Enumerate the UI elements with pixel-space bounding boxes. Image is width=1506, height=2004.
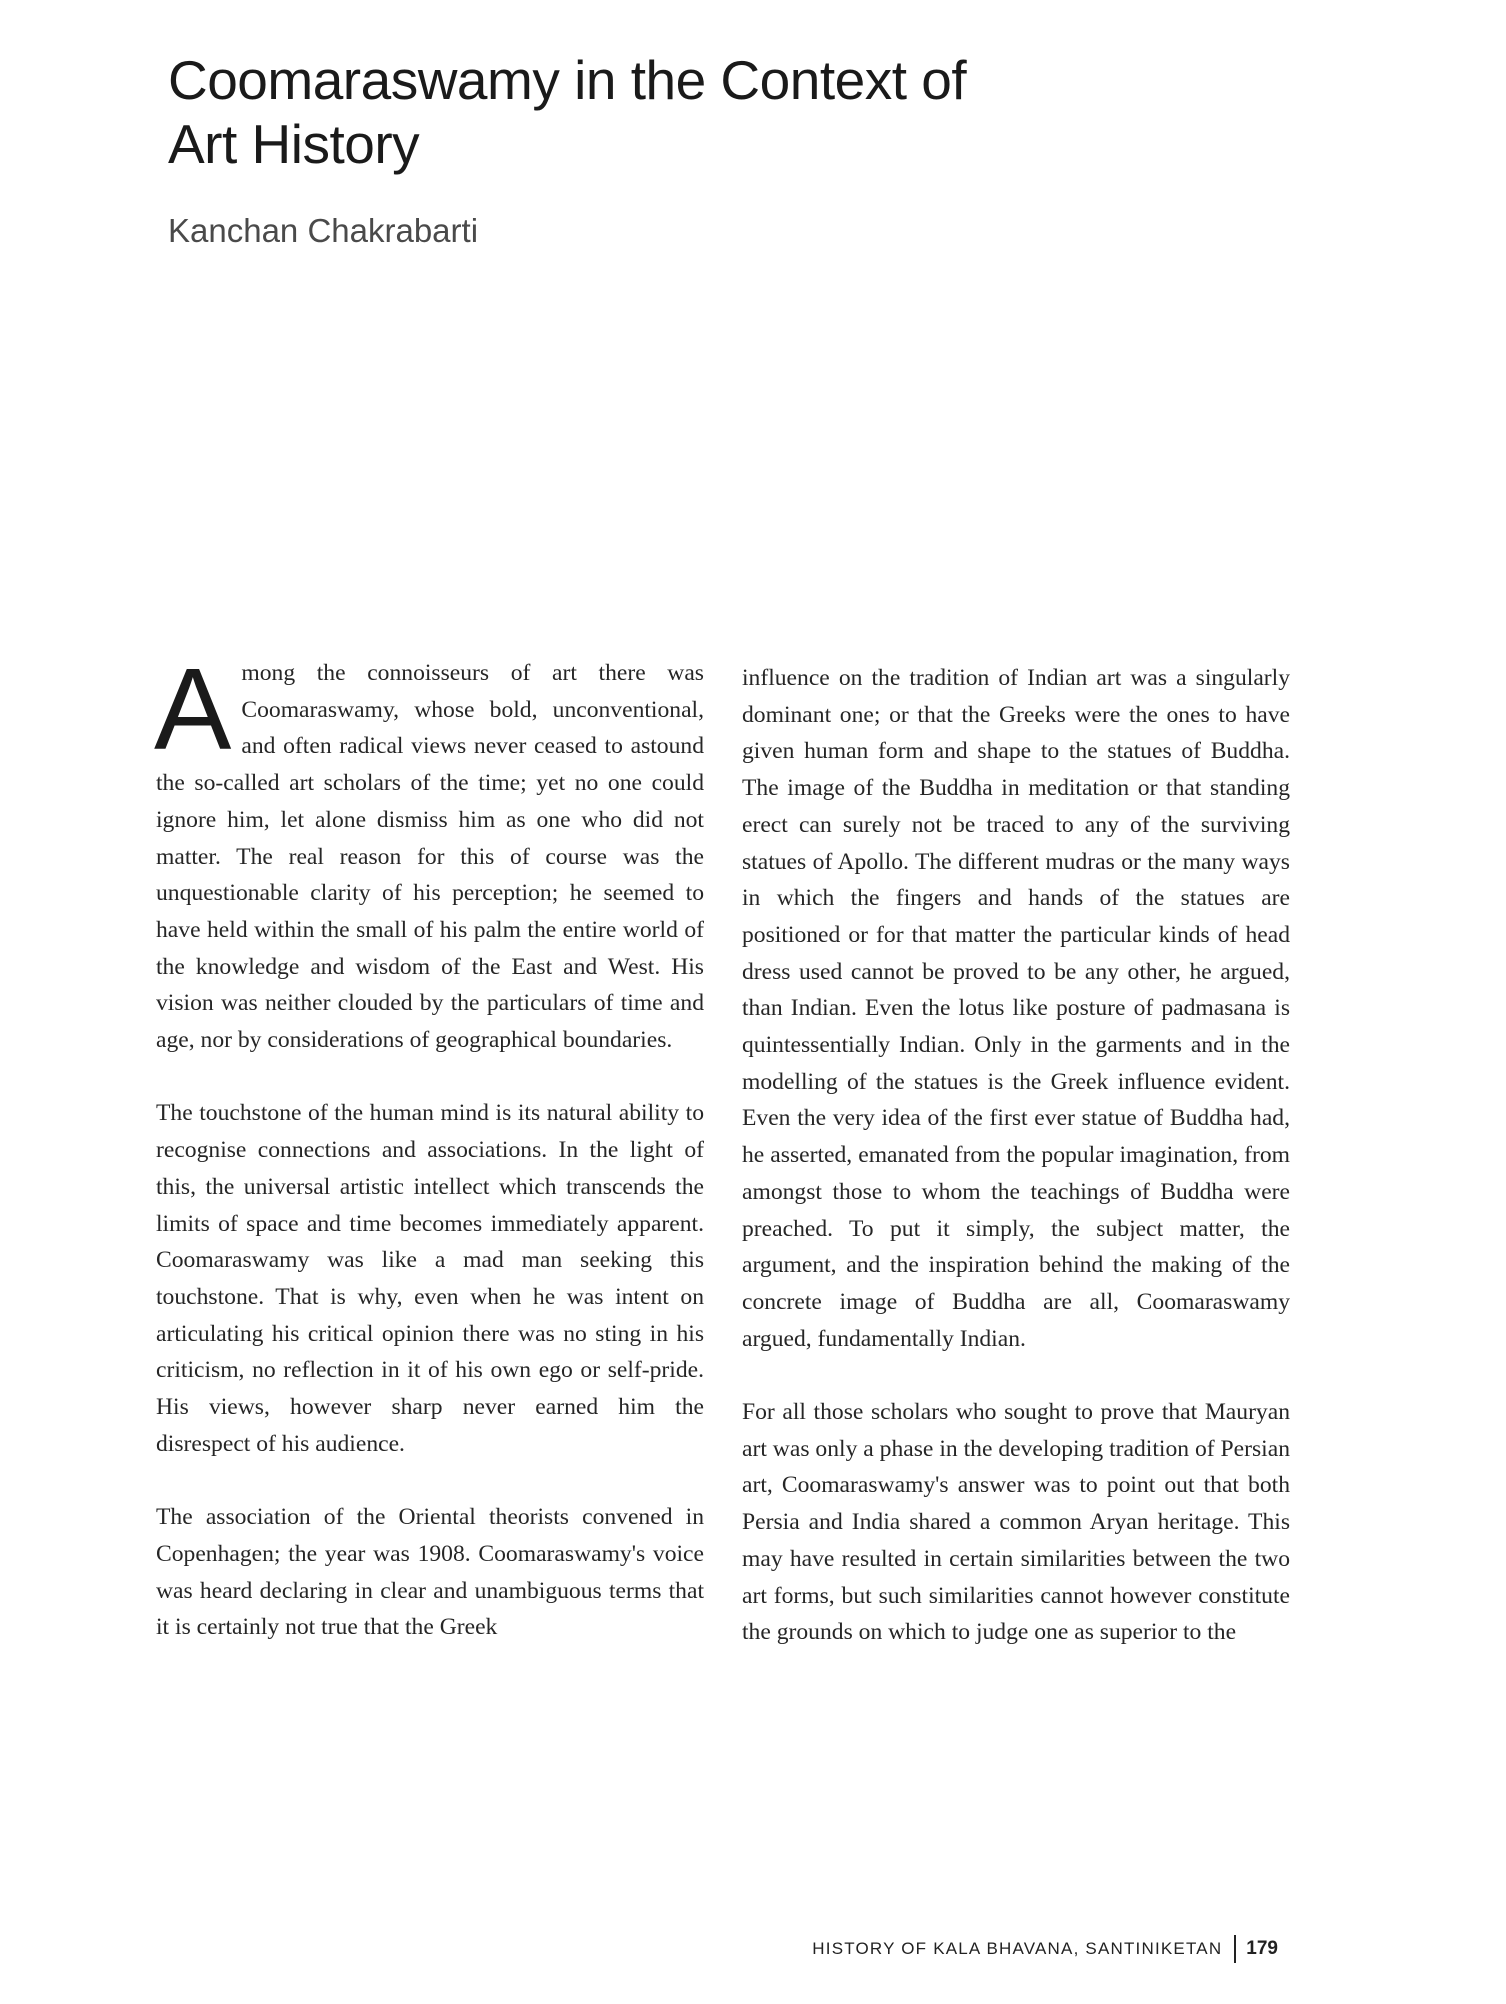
paragraph-4: influence on the tradition of Indian art was a singularly dominant one; or that the Greeks were the ones to have given human form and shape to the statues of Buddha. The image of the Buddha in meditation or that standing erect can surely not be traced to any of the surviving statues of Apollo. The different mudras or the many ways in which the fingers and hands of the statues are positioned or for that matter the particular kinds of head dress used cannot be proved to be any other, he argued, than Indian. Even the lotus like posture of padmasana is quintessentially Indian. Only in the garments and in the modelling of the statues is the Greek influence evident. Even the very idea of the first ever statue of Buddha had, he asserted, emanated from the popular imagination, from amongst those to whom the teachings of Buddha were preached. To put it simply, the subject matter, the argument, and the inspiration behind the making of the concrete image of Buddha are all, Coomaraswamy argued, fundamentally Indian. — [742, 665, 1290, 1352]
article-title-line-2: Art History — [168, 113, 420, 175]
paragraph-3: The association of the Oriental theorists convened in Copenhagen; the year was 1908. Coomaraswamy's voice was heard declaring in clear and unambiguous terms that it is certainly not true that the Greek — [156, 1504, 704, 1641]
article-title — [168, 48, 1068, 176]
paragraph-1-text: mong the connoisseurs of art there was Coomaraswamy, whose bold, unconventional, and often radical views never ceased to astound the so-called art scholars of the time; yet no one could ignore him, let alone dismiss him as one who did not matter. The real reason for this of course was the unquestionable clarity of his perception; he seemed to have held within the small of his palm the entire world of the knowledge and wisdom of the East and West. His vision was neither clouded by the particulars of time and age, nor by considerations of geographical boundaries. — [156, 660, 704, 1054]
article-title-line-1: Coomaraswamy in the Context of — [168, 49, 967, 111]
page-number: 179 — [1246, 1938, 1278, 1959]
right-column — [742, 660, 1290, 1688]
paragraph-1 — [154, 644, 704, 1059]
running-title: HISTORY OF KALA BHAVANA, SANTINIKETAN — [812, 1939, 1223, 1958]
footer-divider — [1234, 1935, 1236, 1963]
paragraph-5: For all those scholars who sought to prove that Mauryan art was only a phase in the developing tradition of Persian art, Coomaraswamy's answer was to point out that both Persia and India shared a common Aryan heritage. This may have resulted in certain similarities between the two art forms, but such similarities cannot however constitute the grounds on which to judge one as superior to the — [742, 1399, 1290, 1646]
drop-cap: A — [154, 644, 232, 774]
paragraph-2: The touchstone of the human mind is its natural ability to recognise connections and associations. In the light of this, the universal artistic intellect which transcends the limits of space and time becomes immediately apparent. Coomaraswamy was like a mad man seeking this touchstone. That is why, even when he was intent on articulating his critical opinion there was no sting in his criticism, no reflection in it of his own ego or self-pride. His views, however sharp never earned him the disrespect of his audience. — [156, 1100, 704, 1457]
article-author: Kanchan Chakrabarti — [168, 212, 479, 249]
left-column — [154, 644, 704, 1683]
page-footer — [808, 1935, 1278, 1963]
